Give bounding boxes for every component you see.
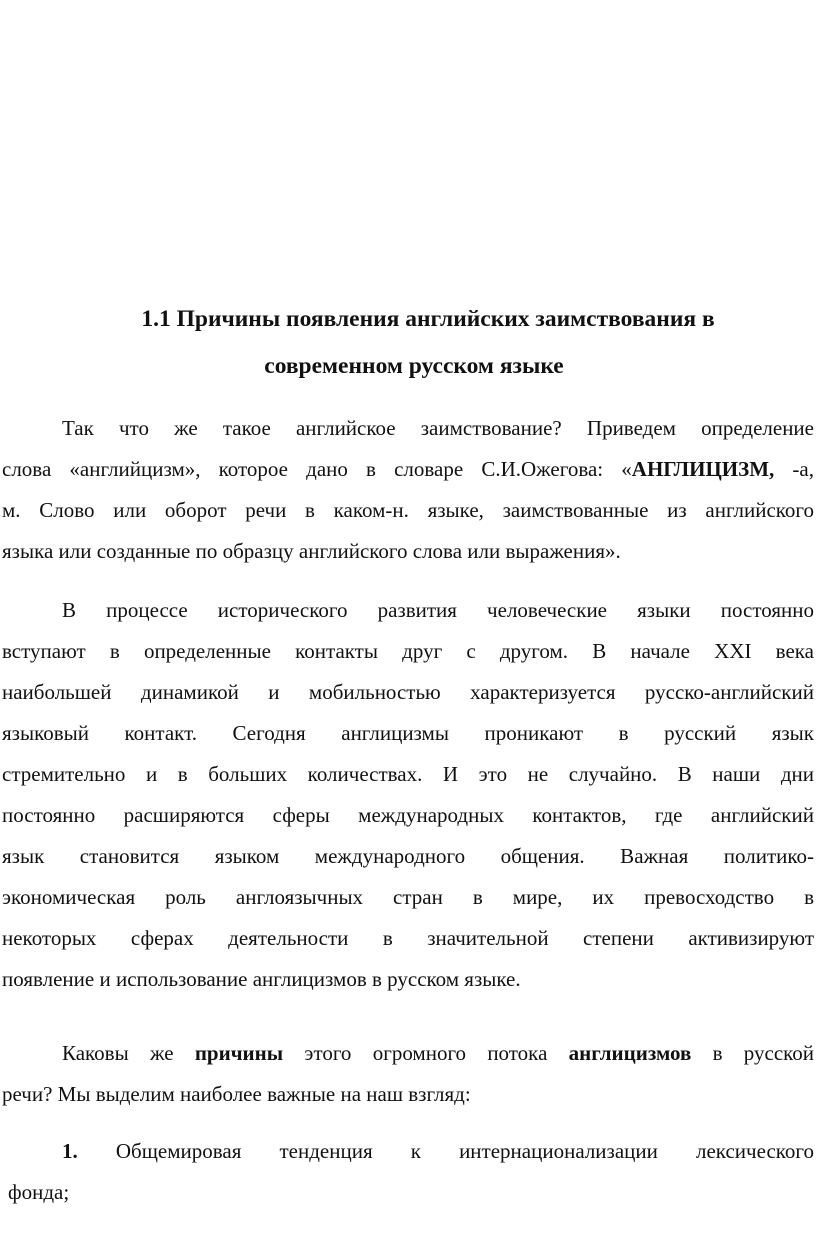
text-line: речи? Мы выделим наиболее важные на наш взгляд: <box>2 1082 471 1106</box>
text-span: -а, <box>774 457 814 481</box>
paragraph-reasons-intro <box>2 1033 814 1115</box>
text-line <box>2 449 814 490</box>
section-heading-line-1: 1.1 Причины появления английских заимствования в <box>141 306 715 332</box>
paragraph-definition <box>2 408 814 572</box>
text-line <box>2 1131 814 1172</box>
text-span: Каковы же <box>62 1041 195 1065</box>
text-span: этого огромного потока <box>283 1041 569 1065</box>
text-line: язык становится языком международного общения. Важная политико- <box>2 844 814 868</box>
text-span: в русской <box>691 1041 815 1065</box>
bold-term: англицизмов <box>568 1041 692 1065</box>
text-line: м. Слово или оборот речи в каком-н. языке, заимствованные из английского <box>2 498 814 522</box>
bold-term: АНГЛИЦИЗМ, <box>631 457 775 481</box>
list-item-1 <box>2 1131 814 1213</box>
section-heading-line-2: современном русском языке <box>264 353 564 379</box>
text-line: языковый контакт. Сегодня англицизмы проникают в русский язык <box>2 721 814 745</box>
bold-term: причины <box>194 1041 284 1065</box>
text-line: экономическая роль англоязычных стран в мире, их превосходство в <box>2 885 814 909</box>
text-span: Общемировая тенденция к интернационализации лексического <box>77 1139 814 1163</box>
text-line: языка или созданные по образцу английского слова или выражения». <box>2 539 621 563</box>
text-line: вступают в определенные контакты друг с другом. В начале XXI века <box>2 639 814 663</box>
text-line: фонда; <box>8 1180 70 1204</box>
list-number: 1. <box>62 1139 78 1163</box>
text-line: постоянно расширяются сферы международных контактов, где английский <box>2 803 814 827</box>
text-line: Так что же такое английское заимствование? Приведем определение <box>62 416 814 440</box>
text-line: появление и использование англицизмов в русском языке. <box>2 967 521 991</box>
text-line <box>2 1033 814 1074</box>
text-line: В процессе исторического развития человеческие языки постоянно <box>62 598 814 622</box>
paragraph-history <box>2 590 814 1000</box>
text-line: наибольшей динамикой и мобильностью характеризуется русско-английский <box>2 680 814 704</box>
text-line: некоторых сферах деятельности в значительной степени активизируют <box>2 926 814 950</box>
text-span: слова «английцизм», которое дано в словаре С.И.Ожегова: « <box>2 457 632 481</box>
text-line: стремительно и в больших количествах. И это не случайно. В наши дни <box>2 762 814 786</box>
